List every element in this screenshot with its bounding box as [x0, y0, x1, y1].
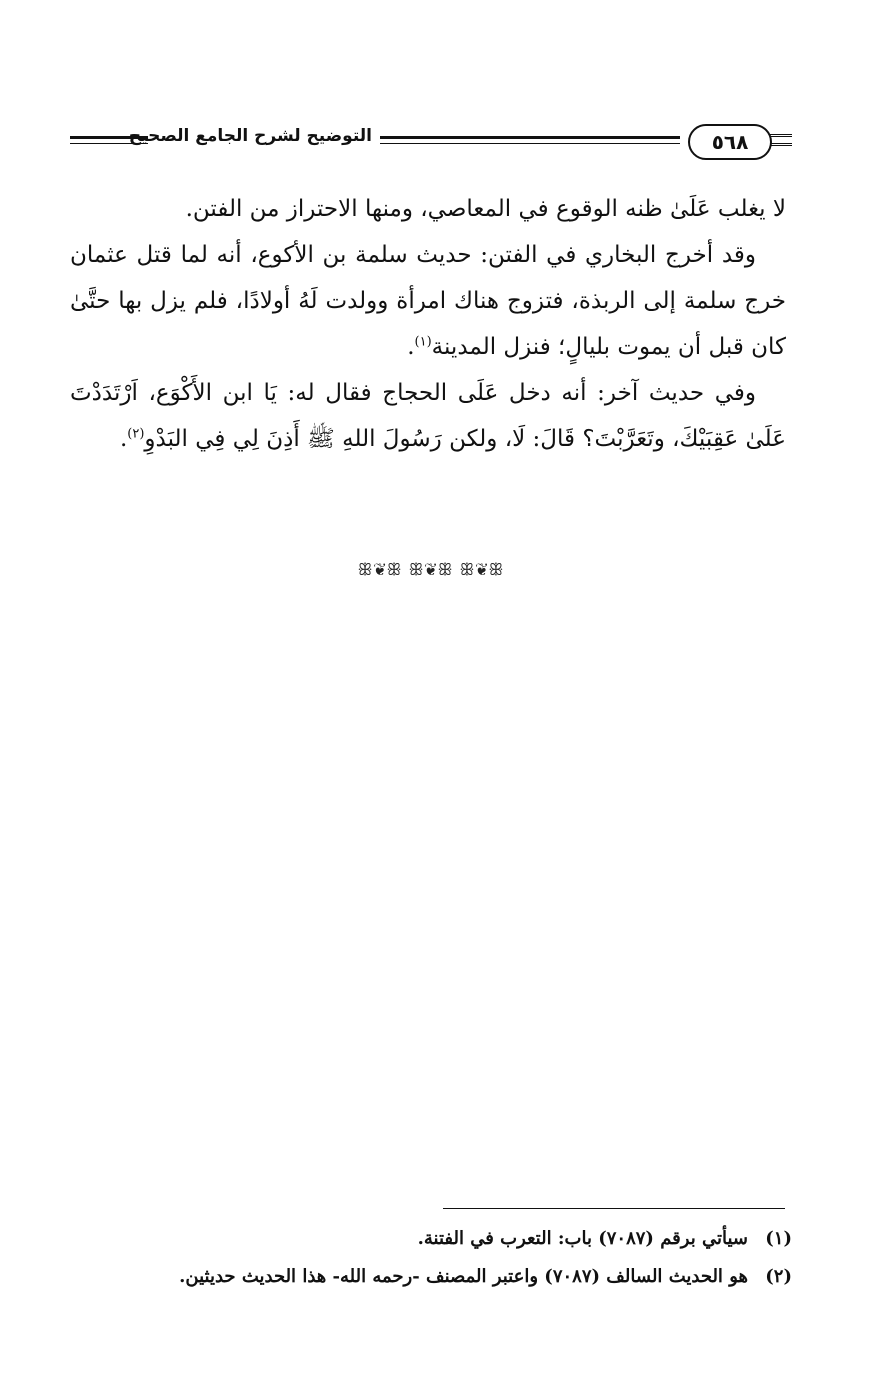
footnote-2-marker: (٢): [765, 1266, 792, 1287]
paragraph-1-text: لا يغلب عَلَىٰ ظنه الوقوع في المعاصي، ومنها الاحتراز من الفتن.: [185, 196, 786, 222]
footnote-separator: [443, 1208, 785, 1209]
page-header: [70, 122, 792, 166]
footnote-reference-2: (٢): [127, 426, 145, 442]
footnote-1-text: سيأتي برقم (٧٠٨٧) باب: التعرب في الفتنة.: [417, 1228, 748, 1249]
paragraph-2-tail: .: [407, 334, 415, 360]
footnote-2-text: هو الحديث السالف (٧٠٨٧) واعتبر المصنف -رحمه الله- هذا الحديث حديثين.: [179, 1266, 748, 1287]
footnotes: [70, 1220, 792, 1296]
page-number: ٥٦٨: [688, 124, 772, 160]
paragraph-2-text: وقد أخرج البخاري في الفتن: حديث سلمة بن الأكوع، أنه لما قتل عثمان خرج سلمة إلى الربذة، فتزوج هناك امرأة وولدت لَهُ أولادًا، فلم يزل بها حتَّىٰ كان قبل أن يموت بليالٍ؛ فنزل المدينة: [70, 242, 786, 360]
header-rule-long: [380, 136, 680, 144]
footnote-reference-1: (١): [414, 334, 432, 350]
header-ornament-cap: [770, 134, 792, 146]
main-text: [70, 186, 786, 462]
paragraph-3-text: وفي حديث آخر: أنه دخل عَلَى الحجاج فقال له: يَا ابن الأَكْوَع، اَرْتَدَدْتَ عَلَىٰ عَقِبَيْكَ، وتَعَرَّبْتَ؟ قَالَ: لَا، ولكن رَسُولَ اللهِ ﷺ أَذِنَ لِي فِي البَدْوِ: [70, 380, 786, 452]
footnote-1: [70, 1220, 792, 1258]
paragraph-2: [70, 232, 786, 370]
footnote-2: [70, 1258, 792, 1296]
footnote-1-marker: (١): [765, 1228, 792, 1249]
paragraph-3: [70, 370, 786, 462]
section-end-ornament: ꕥ❦ꕥ ꕥ❦ꕥ ꕥ❦ꕥ: [357, 560, 505, 579]
paragraph-1: [70, 186, 786, 232]
header-rule-short: [70, 136, 148, 144]
running-title: التوضيح لشرح الجامع الصحيح: [128, 126, 372, 146]
paragraph-3-tail: .: [119, 426, 128, 452]
